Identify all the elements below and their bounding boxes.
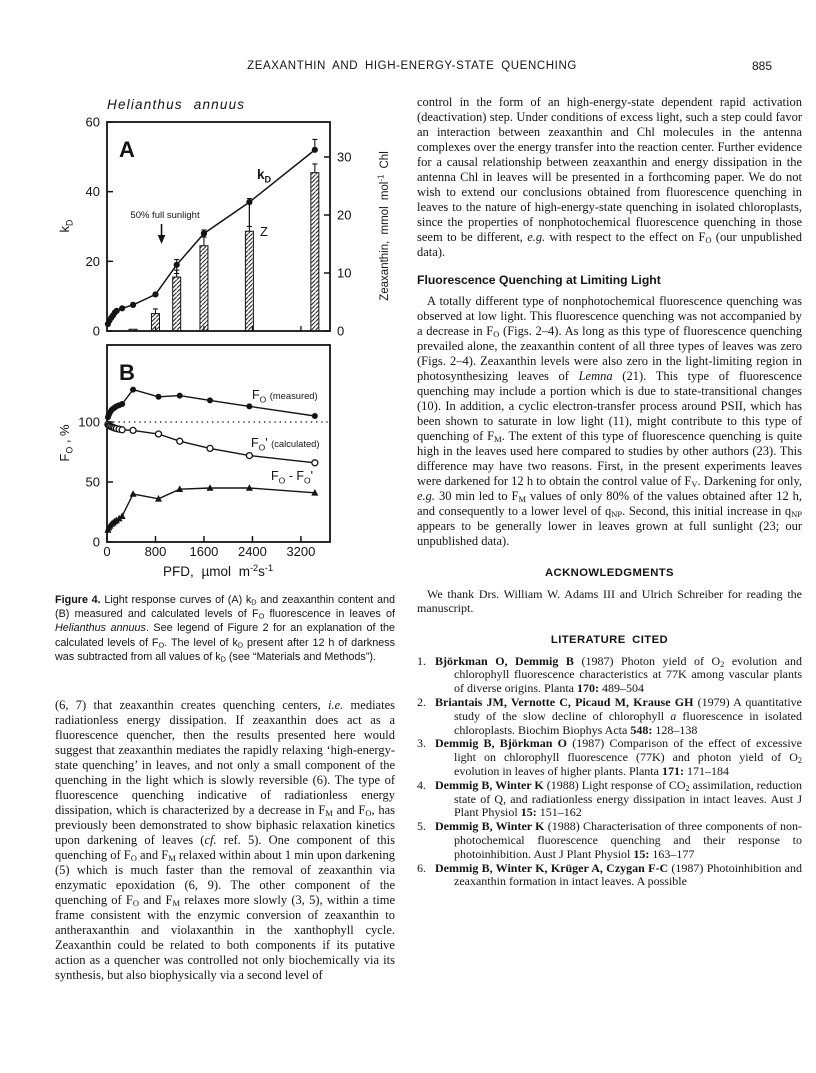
svg-text:50% full sunlight: 50% full sunlight: [130, 210, 200, 221]
svg-text:FO - FO': $F_O - F_O'$: [271, 469, 314, 486]
svg-text:B: B: [119, 360, 135, 385]
reference-item: [417, 737, 802, 778]
reference-text: Demmig B, Björkman O (1987) Comparison of the effect of excessive light on chlorophyll fluorescence (77K) and photon yield of $O_2$ evolution in leaves of higher plants. Planta 171: 171–184: [435, 736, 802, 778]
right-column: [417, 95, 802, 983]
svg-text:100: 100: [78, 414, 100, 430]
svg-text:FO , %: $F_O$ , %: [57, 424, 75, 462]
left-column-paragraph: (6, 7) that zeaxanthin creates quenching centers, i.e. mediates radiationless energy dissipation. If zeaxanthin does act as a fluorescence quencher, then the results presented here would suggest that zeaxanthin mediates the rapidly relaxing ‘high-energy-state quenching’ in leaves, and not only a small component of the quenching in the light which is slowly reversible (6). The type of fluorescence quenching indicative of radiationless energy dissipation, which is characterized by a decrease in $F_M$ and $F_O$, has previously been demonstrated to show biphasic relaxation kinetics upon darkening of leaves (cf. ref. 5). One component of this quenching of $F_O$ and $F_M$ relaxed within about 1 min upon darkening (5) which is much faster than the removal of zeaxanthin via enzymatic epoxidation (6, 9). The other component of the quenching of $F_O$ and $F_M$ relaxes more slowly (3, 5), within a time frame consistent with the enzymic conversion of zeaxanthin to antheraxanthin and violaxanthin in the xanthophyll cycle. Zeaxanthin could be related to both components if its putative action as a quencher was controlled not only biochemically via its synthesis, but also biophysically via a second level of: [55, 698, 396, 983]
svg-text:PFD, µmol m-2s-1: PFD, µmol $m^{-2}s^{-1}$: [162, 562, 274, 579]
svg-text:FO' (calculated): $F_O'$ (calculated): [251, 436, 320, 453]
zeaxanthin-bars: [129, 164, 319, 331]
literature-cited-list: [417, 655, 802, 890]
reference-item: [417, 779, 802, 820]
reference-text: Briantais JM, Vernotte C, Picaud M, Krause GH (1979) A quantitative study of the slow decline of chlorophyll a fluorescence in isolated chloroplasts. Biochim Biophys Acta 548: 128–138: [435, 694, 802, 737]
svg-text:0: 0: [92, 323, 100, 339]
reference-item: [417, 862, 802, 890]
panel-b: [57, 345, 330, 579]
svg-text:60: 60: [85, 114, 100, 130]
figure-4-chart: [55, 95, 395, 590]
right-paragraph-1: control in the form of an high-energy-state dependent rapid activation (deactivation) step. Under conditions of excess light, such a step could favor an interaction between zeaxanthin and Chl molecules in the antenna complexes over the energy transfer into the reaction center. Further evidence for a causal relationship between zeaxanthin and energy dissipation in the antenna Chl in leaves will be presented in a forthcoming paper. We do not wish to extend our conclusions obtained from fluorescence quenching in leaves to the nature of high-energy-state quenching in isolated chloroplasts, since the properties of nonphotochemical fluorescence quenching in those seem to be different, e.g. with respect to the effect on $F_O$ (our unpublished data).: [417, 95, 803, 259]
svg-text:0: 0: [337, 323, 345, 339]
reference-number: 1.: [417, 653, 426, 668]
page-number: 885: [751, 59, 772, 73]
two-column-layout: [55, 95, 802, 983]
svg-text:10: 10: [337, 265, 352, 281]
svg-text:FO (measured): $F_O$ (measured): [252, 388, 318, 405]
reference-text: Demmig B, Winter K (1988) Characterisation of three components of non-photochemical fluorescence quenching and their response to photoinhibition. Aust J Plant Physiol 15: 163–177: [435, 819, 802, 861]
reference-number: 2.: [417, 694, 426, 709]
right-paragraph-2: A totally different type of nonphotochemical fluorescence quenching was observed at low light. This fluorescence quenching was not accompanied by a decrease in $F_O$ (Figs. 2–4). As long as this type of fluorescence quenching prevailed alone, the zeaxanthin content of all three types of leaves was zero (Figs. 2–4). Zeaxanthin levels were also zero in the light-limiting region in photosynthesizing leaves of Lemna (21). This type of fluorescence quenching may include a portion which is due to state-transitional changes (10). In addition, a cyclic electron-transfer process around PSII, which has been shown to saturate in low light (11), might contribute to this type of quenching of $F_M$. The extent of this type of fluorescence quenching is quite high in the leaves used here compared to studies by other authors (23). This difference may have two reasons. First, in the present experiments leaves were darkened for 12 h to obtain the control value of $F_V$. Darkening for only, e.g. 30 min led to $F_M$ values of only 80% of the values obtained after 12 h, and consequently to a lower level of $q_{NP}$. Second, this initial increase in $q_{NP}$ appears to be generally lower in leaves grown at full sunlight (23; our unpublished data).: [417, 294, 803, 548]
literature-cited-heading: LITERATURE CITED: [550, 633, 669, 646]
svg-text:40: 40: [85, 184, 100, 200]
svg-text:3200: 3200: [286, 544, 316, 559]
svg-text:50: 50: [85, 474, 100, 490]
fo-difference-series: [104, 484, 318, 533]
svg-text:0: 0: [103, 544, 111, 559]
svg-text:20: 20: [85, 253, 100, 269]
svg-text:800: 800: [144, 544, 167, 559]
reference-number: 3.: [417, 736, 426, 751]
svg-text:2400: 2400: [237, 544, 267, 559]
svg-text:0: 0: [92, 534, 100, 550]
left-column: [55, 95, 395, 983]
reference-item: [417, 655, 802, 696]
reference-item: [417, 696, 802, 737]
acknowledgments-heading: ACKNOWLEDGMENTS: [544, 567, 674, 579]
reference-item: [417, 820, 802, 861]
running-header: ZEAXANTHIN AND HIGH-ENERGY-STATE QUENCHING: [247, 60, 577, 72]
svg-text:1600: 1600: [189, 544, 219, 559]
svg-text:kD: $k_D$: [257, 167, 272, 185]
reference-text: Demmig B, Winter K (1988) Light response of $CO_2$ assimilation, reduction state of Q, and radiationless energy dissipation in intact leaves. Aust J Plant Physiol 15: 151–162: [435, 777, 802, 820]
svg-text:Helianthus annuus: Helianthus annuus: [107, 97, 246, 112]
reference-number: 6.: [417, 860, 426, 875]
full-sunlight-annotation: [130, 210, 200, 244]
kd-line-series: [105, 139, 318, 327]
reference-number: 4.: [417, 777, 426, 792]
figure-4-caption: Figure 4. Light response curves of (A) $k_D$ and zeaxanthin content and (B) measured and calculated levels of $F_O$ fluorescence in leaves of Helianthus annuus. See legend of Figure 2 for an explanation of the calculated levels of $F_O$. The level of $k_D$ present after 12 h of darkness was subtracted from all values of $k_D$ (see “Materials and Methods”).: [55, 594, 395, 664]
reference-text: Demmig B, Winter K, Krüger A, Czygan F-C (1987) Photoinhibition and zeaxanthin formation in intact leaves. A possible: [435, 860, 803, 889]
reference-number: 5.: [417, 819, 426, 834]
svg-text:A: A: [119, 137, 135, 162]
reference-text: Björkman O, Demmig B (1987) Photon yield of $O_2$ evolution and chlorophyll fluorescence characteristics at 77K among vascular plants of diverse origins. Planta 170: 489–504: [435, 653, 803, 696]
svg-text:kD: $k_D$: [57, 219, 75, 233]
svg-text:Zeaxanthin, mmol mol-1 Chl: Zeaxanthin, mmol mol$^{-1}$ Chl: [376, 151, 391, 301]
figure-4: [55, 95, 395, 664]
section-heading-limiting-light: Fluorescence Quenching at Limiting Light: [417, 273, 661, 287]
acknowledgments-text: We thank Drs. William W. Adams III and Ulrich Schreiber for reading the manuscript.: [417, 587, 802, 615]
svg-text:20: 20: [337, 207, 352, 223]
svg-text:Z: Z: [260, 224, 268, 239]
panel-a: [57, 97, 391, 339]
svg-text:30: 30: [337, 149, 352, 165]
